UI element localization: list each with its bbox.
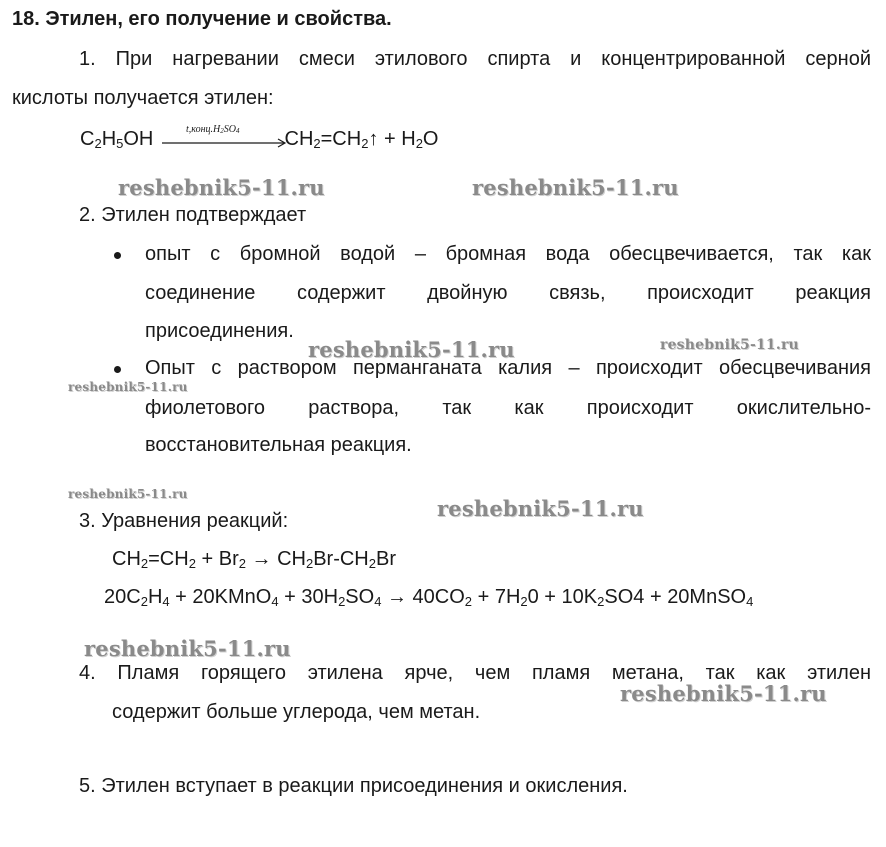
watermark: reshebnik5-11.ru	[620, 681, 827, 706]
equation-bromination: $CH_2=CH_2 + Br_2 \to CH_2Br-CH_2Br$	[112, 548, 396, 571]
page-title: 18. Этилен, его получение и свойства.	[12, 8, 392, 30]
bullet-1-line-2: соединение содержит двойную связь, происходит реакция	[145, 282, 871, 304]
paragraph-4-line-2: содержит больше углерода, чем метан.	[112, 701, 481, 723]
formula-ethylene-product: $CH_2=CH_2$	[284, 128, 369, 151]
bullet-icon	[114, 252, 121, 259]
bullet-2-line-2: фиолетового раствора, так как происходит окислительно-	[145, 397, 871, 419]
bullet-icon	[114, 366, 121, 373]
bullet-2-line-1: Опыт с раствором перманганата калия – происходит обесцвечивания	[145, 357, 871, 379]
condition-text: t,конц.H	[186, 124, 221, 135]
paragraph-4-line-1: 4. Пламя горящего этилена ярче, чем пламя метана, так как этилен	[79, 662, 871, 684]
bullet-1-line-3: присоединения.	[145, 320, 294, 342]
water-prefix: + H	[384, 128, 416, 150]
formula-ethanol: $C_2H_5OH$	[80, 128, 154, 151]
equation-permanganate-oxidation: $20C_2H_4$ + 20KMnO$_4$ + $30H_2SO_4 \to 40CO_2 + 7H_20 + 10K_2SO4$ + 20MnSO$_4$	[104, 586, 754, 609]
watermark: reshebnik5-11.ru	[68, 380, 188, 394]
condition-text-2: SO	[223, 124, 236, 135]
gas-arrow: ↑	[368, 128, 379, 150]
watermark: reshebnik5-11.ru	[660, 337, 799, 353]
paragraph-3-heading: 3. Уравнения реакций:	[79, 510, 289, 532]
watermark: reshebnik5-11.ru	[308, 337, 515, 362]
paragraph-5: 5. Этилен вступает в реакции присоединения и окисления.	[79, 775, 628, 797]
formula-water: + $H_2O$	[384, 128, 439, 151]
paragraph-1-line-1: 1. При нагревании смеси этилового спирта и концентрированной серной	[79, 48, 871, 70]
watermark: reshebnik5-11.ru	[118, 175, 325, 200]
watermark: reshebnik5-11.ru	[437, 496, 644, 521]
reaction-arrow	[162, 138, 288, 148]
watermark: reshebnik5-11.ru	[68, 487, 188, 501]
bullet-2-line-3: восстановительная реакция.	[145, 434, 412, 456]
bullet-1-line-1: опыт с бромной водой – бромная вода обесцвечивается, так как	[145, 243, 871, 265]
watermark: reshebnik5-11.ru	[472, 175, 679, 200]
watermark: reshebnik5-11.ru	[84, 636, 291, 661]
paragraph-2-heading: 2. Этилен подтверждает	[79, 204, 307, 226]
reaction-condition: $t,конц.H_2SO_4$	[186, 124, 240, 135]
paragraph-1-line-2: кислоты получается этилен:	[12, 87, 274, 109]
